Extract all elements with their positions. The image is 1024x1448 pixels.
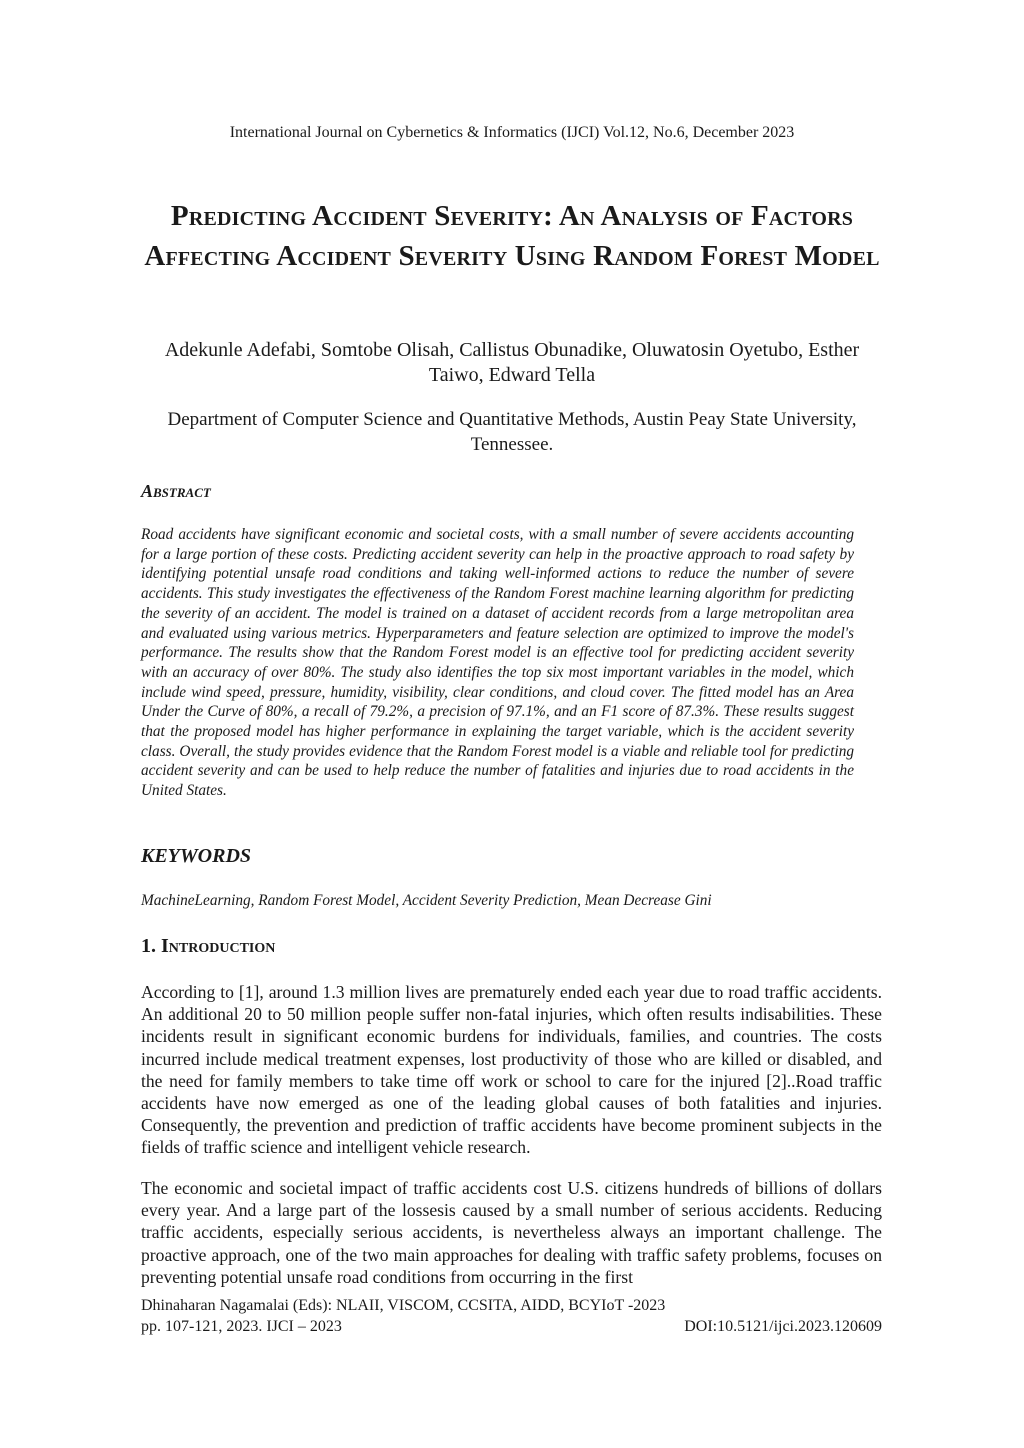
section-heading-introduction: 1. Introduction — [141, 935, 276, 957]
paper-title: Predicting Accident Severity: An Analysis of Factors Affecting Accident Severity Using Random Forest Model — [144, 200, 880, 272]
introduction-paragraph: According to [1], around 1.3 million lives are prematurely ended each year due to road traffic accidents. An additional 20 to 50 million people suffer non-fatal injuries, which often results indisabilities. These incidents result in significant economic burdens for individuals, families, and countries. The costs incurred include medical treatment expenses, lost productivity of those who are killed or disabled, and the need for family members to take time off work or school to care for the injured [2]..Road traffic accidents have now emerged as one of the leading global causes of both fatalities and injuries. Consequently, the prevention and prediction of traffic accidents have become prominent subjects in the fields of traffic science and intelligent vehicle research. — [141, 982, 882, 1158]
keywords-text: MachineLearning, Random Forest Model, Accident Severity Prediction, Mean Decrease Gini — [141, 892, 712, 909]
abstract-text: Road accidents have significant economic and societal costs, with a small number of severe accidents accounting for a large portion of these costs. Predicting accident severity can help in the proactive approach to road safety by identifying potential unsafe road conditions and taking well-informed actions to reduce the number of severe accidents. This study investigates the effectiveness of the Random Forest machine learning algorithm for predicting the severity of an accident. The model is trained on a dataset of accident records from a large metropolitan area and evaluated using various metrics. Hyperparameters and feature selection are optimized to improve the model's performance. The results show that the Random Forest model is an effective tool for predicting accident severity with an accuracy of over 80%. The study also identifies the top six most important variables in the model, which include wind speed, pressure, humidity, visibility, clear conditions, and cloud cover. The fitted model has an Area Under the Curve of 80%, a recall of 79.2%, a precision of 97.1%, and an F1 score of 87.3%. These results suggest that the proposed model has higher performance in explaining the target variable, which is the accident severity class. Overall, the study provides evidence that the Random Forest model is a viable and reliable tool for predicting accident severity and can be used to help reduce the number of fatalities and injuries due to road accidents in the United States. — [141, 526, 854, 800]
keywords-heading: KEYWORDS — [141, 845, 252, 867]
introduction-paragraph: The economic and societal impact of traffic accidents cost U.S. citizens hundreds of billions of dollars every year. And a large part of the lossesis caused by a small number of serious accidents. Reducing traffic accidents, especially serious accidents, is nevertheless always an important challenge. The proactive approach, one of the two main approaches for dealing with traffic safety problems, focuses on preventing potential unsafe road conditions from occurring in the first — [141, 1178, 882, 1287]
footer-editors: Dhinaharan Nagamalai (Eds): NLAII, VISCOM, CCSITA, AIDD, BCYIoT -2023 — [141, 1297, 666, 1314]
author-list: Adekunle Adefabi, Somtobe Olisah, Callistus Obunadike, Oluwatosin Oyetubo, Esther Taiwo, Edward Tella — [164, 339, 860, 386]
affiliation: Department of Computer Science and Quantitative Methods, Austin Peay State University, Tennessee. — [167, 409, 857, 455]
running-header: International Journal on Cybernetics & Informatics (IJCI) Vol.12, No.6, December 2023 — [229, 124, 795, 141]
footer-pages: pp. 107-121, 2023. IJCI – 2023 — [141, 1318, 342, 1335]
footer-doi[interactable]: DOI:10.5121/ijci.2023.120609 — [684, 1318, 882, 1335]
footer-publication-line — [141, 1318, 882, 1336]
abstract-heading: Abstract — [141, 481, 211, 501]
